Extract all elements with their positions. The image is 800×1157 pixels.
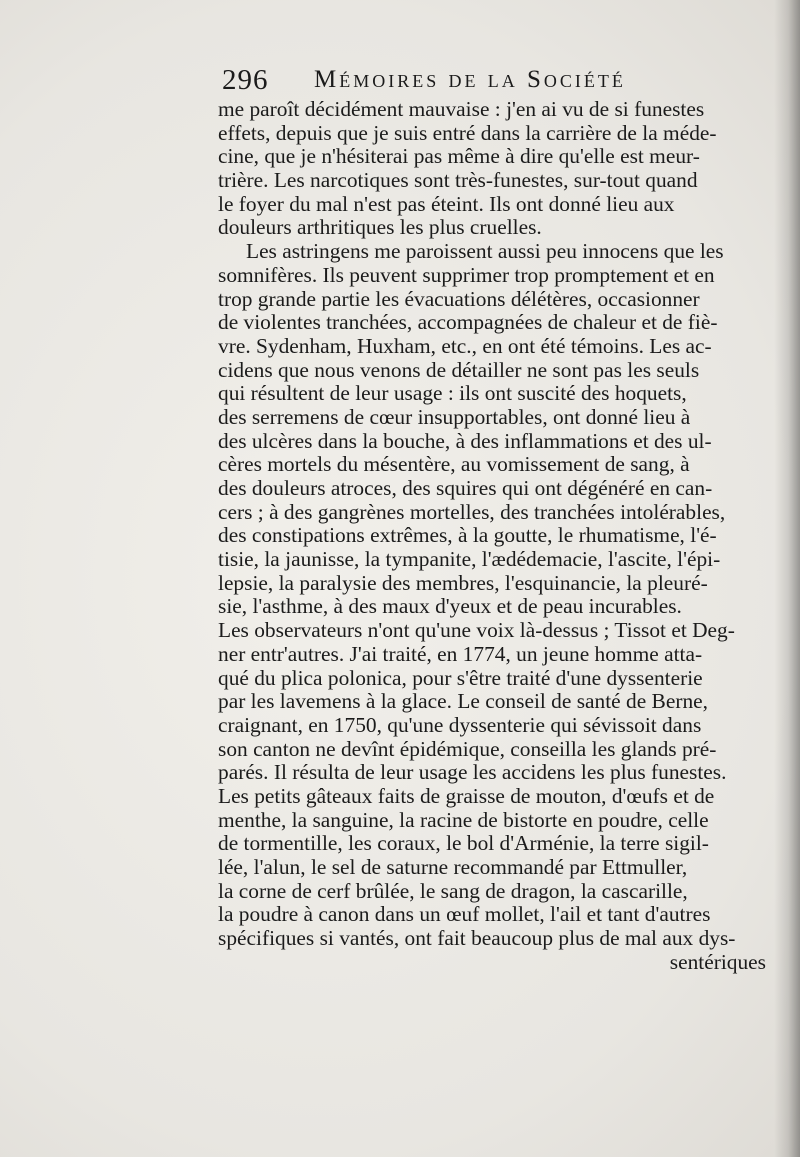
text-line: effets, depuis que je suis entré dans la carrière de la méde- <box>218 121 717 145</box>
text-line: des ulcères dans la bouche, à des inflammations et des ul- <box>218 429 712 453</box>
page-gutter-shadow <box>774 0 800 1157</box>
text-line: me paroît décidément mauvaise : j'en ai vu de si funestes <box>218 98 705 121</box>
text-line: des douleurs atroces, des squires qui ont dégénéré en can- <box>218 477 713 500</box>
text-line: des serremens de cœur insupportables, ont donné lieu à <box>218 405 691 429</box>
page-header <box>222 64 742 98</box>
running-head: Mémoires de la Société <box>314 66 626 93</box>
text-line: de tormentille, les coraux, le bol d'Arménie, la terre sigil- <box>218 832 709 856</box>
text-line: cidens que nous venons de détailler ne sont pas les seuls <box>218 358 700 382</box>
body-text <box>218 98 766 974</box>
text-line: qui résultent de leur usage : ils ont suscité des hoquets, <box>218 382 687 406</box>
text-line: par les lavemens à la glace. Le conseil de santé de Berne, <box>218 690 708 714</box>
text-line: lepsie, la paralysie des membres, l'esquinancie, la pleuré- <box>218 571 708 595</box>
text-line: parés. Il résulta de leur usage les accidens les plus funestes. <box>218 761 727 785</box>
text-line: cères mortels du mésentère, au vomissement de sang, à <box>218 453 690 477</box>
text-line: le foyer du mal n'est pas éteint. Ils ont donné lieu aux <box>218 192 675 216</box>
text-line: douleurs arthritiques les plus cruelles. <box>218 216 542 240</box>
text-line: craignant, en 1750, qu'une dyssenterie qui sévissoit dans <box>218 713 702 737</box>
text-line: de violentes tranchées, accompagnées de chaleur et de fiè- <box>218 311 718 335</box>
text-line: somnifères. Ils peuvent supprimer trop promptement et en <box>218 263 715 287</box>
text-line: menthe, la sanguine, la racine de bistorte en poudre, celle <box>218 808 709 832</box>
text-line: la poudre à canon dans un œuf mollet, l'ail et tant d'autres <box>218 903 711 927</box>
text-line: trière. Les narcotiques sont très-funestes, sur-tout quand <box>218 169 698 193</box>
text-line: vre. Sydenham, Huxham, etc., en ont été témoins. Les ac- <box>218 334 712 358</box>
text-line: qué du plica polonica, pour s'être traité d'une dyssenterie <box>218 666 703 690</box>
text-line: tisie, la jaunisse, la tympanite, l'ædédemacie, l'ascite, l'épi- <box>218 548 721 572</box>
text-line: cers ; à des gangrènes mortelles, des tranchées intolérables, <box>218 500 726 524</box>
text-line: la corne de cerf brûlée, le sang de dragon, la cascarille, <box>218 879 688 903</box>
text-line: Les petits gâteaux faits de graisse de mouton, d'œufs et de <box>218 784 715 808</box>
text-line: cine, que je n'hésiterai pas même à dire qu'elle est meur- <box>218 145 700 169</box>
text-line: spécifiques si vantés, ont fait beaucoup plus de mal aux dys- <box>218 927 736 951</box>
text-line: lée, l'alun, le sel de saturne recommandé par Ettmuller, <box>218 856 688 879</box>
text-line: ner entr'autres. J'ai traité, en 1774, un jeune homme atta- <box>218 642 703 666</box>
paragraph-start-line: Les astringens me paroissent aussi peu innocens que les <box>246 240 724 264</box>
page-number: 296 <box>222 64 269 96</box>
text-line: des constipations extrêmes, à la goutte, le rhumatisme, l'é- <box>218 524 717 548</box>
text-line: son canton ne devînt épidémique, conseilla les glands pré- <box>218 737 717 761</box>
catchword-line: sentériques <box>669 950 766 974</box>
text-line: Les observateurs n'ont qu'une voix là-dessus ; Tissot et Deg- <box>218 619 735 643</box>
text-line: sie, l'asthme, à des maux d'yeux et de peau incurables. <box>218 595 682 619</box>
text-line: trop grande partie les évacuations délétères, occasionner <box>218 287 700 311</box>
